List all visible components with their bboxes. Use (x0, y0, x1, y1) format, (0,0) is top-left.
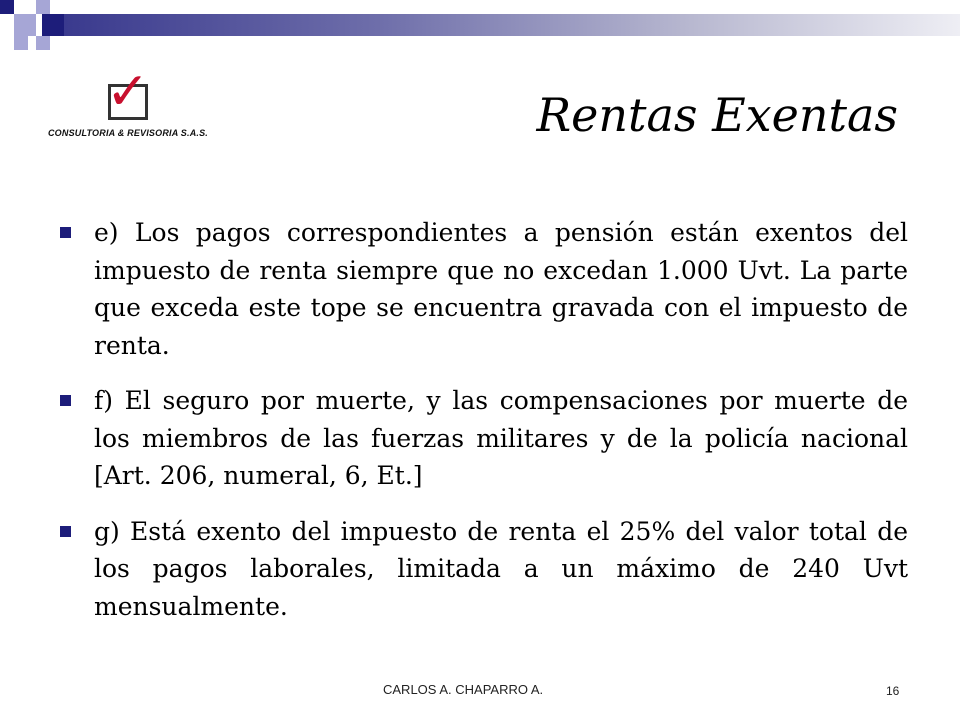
bullet-text: g) Está exento del impuesto de renta el 25% del valor total de los pagos laborales, limitada a un máximo de 240 Uvt mensualmente. (94, 516, 908, 621)
bullet-item-e (58, 214, 908, 364)
corner-square-4 (42, 14, 64, 36)
bullet-item-f (58, 382, 908, 495)
corner-square-5 (14, 36, 28, 50)
square-bullet-icon (60, 395, 71, 406)
square-bullet-icon (60, 526, 71, 537)
company-logo (38, 62, 218, 150)
bullet-list (58, 214, 908, 643)
header-gradient-bar (64, 14, 960, 36)
page-number: 16 (886, 684, 900, 698)
corner-square-3 (36, 0, 50, 14)
logo-caption: CONSULTORIA & REVISORIA S.A.S. (47, 128, 208, 138)
corner-square-2 (14, 14, 36, 36)
square-bullet-icon (60, 227, 71, 238)
bullet-text: f) El seguro por muerte, y las compensaciones por muerte de los miembros de las fuerzas militares y de la policía nacional [Art. 206, numeral, 6, Et.] (94, 386, 908, 490)
checkmark-icon: ✓ (106, 62, 150, 122)
corner-square-6 (36, 36, 50, 50)
bullet-item-g (58, 513, 908, 626)
bullet-text: e) Los pagos correspondientes a pensión están exentos del impuesto de renta siempre que no excedan 1.000 Uvt. La parte que exceda este tope se encuentra gravada con el impuesto de renta. (94, 218, 908, 360)
footer-author: CARLOS A. CHAPARRO A. (383, 682, 544, 697)
slide-title: Rentas Exentas (536, 88, 898, 142)
corner-square-1 (0, 0, 14, 14)
